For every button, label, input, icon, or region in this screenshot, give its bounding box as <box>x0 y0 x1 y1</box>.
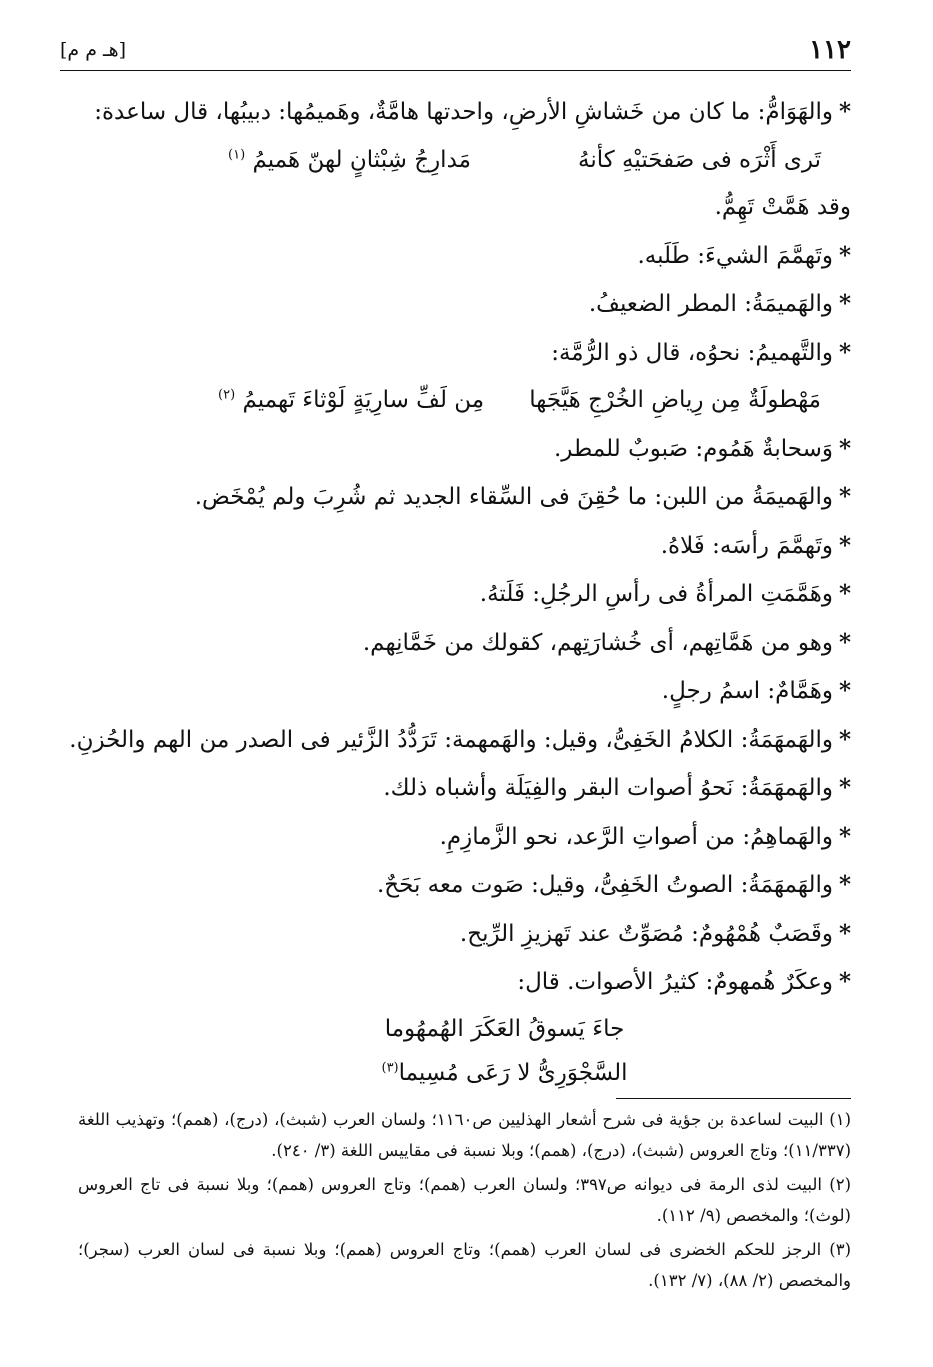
entry <box>78 329 851 378</box>
entry <box>78 522 851 571</box>
entry-marker: * <box>838 241 851 269</box>
entry <box>78 280 851 329</box>
entry <box>78 910 851 959</box>
footnote-reference: (١) <box>228 146 246 162</box>
entry <box>78 425 851 474</box>
entry-text: وتَهمَّمَ الشيءَ: طَلَبه. <box>637 242 833 269</box>
entry-marker: * <box>838 338 851 366</box>
entry <box>78 813 851 862</box>
entry-marker: * <box>838 871 851 898</box>
entry <box>78 764 851 813</box>
main-text <box>69 88 851 1095</box>
entry-marker: * <box>838 774 851 801</box>
entry-marker: * <box>838 483 851 510</box>
root-letters: [هـ م م] <box>60 39 127 61</box>
entry <box>78 861 851 910</box>
entry-text: وهَمَّمَتِ المرأةُ فى رأسِ الرجُلِ: فَلَتهُ. <box>479 581 833 607</box>
entry <box>78 473 851 522</box>
footnote-reference: (٢) <box>218 387 236 403</box>
footnote: (١) البيت لساعدة بن جؤية فى شرح أشعار الهذليين ص١١٦٠؛ ولسان العرب (شبث)، (درج)، (همم)؛ وتهذيب اللغة (١١/٣٣٧)؛ وتاج العروس (شبث)، (درج)، (همم)؛ وبلا نسبة فى مقاييس اللغة (٣/ ٢٤٠). <box>78 1110 851 1160</box>
entry <box>78 958 851 1007</box>
entry-marker: * <box>838 98 851 125</box>
entry-text: والهَميمَةُ من اللبن: ما حُقِنَ فى السِّقاء الجديد ثم شُرِبَ ولم يُمْخَض. <box>194 484 833 510</box>
verse-hemistich: مِن لَفِّ سارِيَةٍ لَوْثاءَ تَهميمُ <box>242 387 485 413</box>
verse-hemistich: مَهْطولَةٌ مِن رِياضِ الخُرْجِ هَيَّجَها <box>529 387 821 413</box>
entry-text: والهَمهَمَةُ: نَحوُ أصوات البقر والفِيَلَة وأشباه ذلك. <box>383 775 833 801</box>
entry-text: والهَماهِمُ: من أصواتِ الرَّعد، نحو الزَّمازِمِ. <box>439 823 833 850</box>
rajaz-text: السَّجْوَرِىُّ لا رَعَى مُسِيما <box>398 1059 628 1086</box>
entry <box>78 619 851 668</box>
entry-marker: * <box>838 968 851 995</box>
entry-marker: * <box>838 580 851 607</box>
entry-text: وتَهمَّمَ رأسَه: فَلاهُ. <box>660 532 833 559</box>
footnotes <box>78 1104 851 1299</box>
entry-text: وقد هَمَّتْ تَهِمُّ. <box>714 194 851 220</box>
entry-marker: * <box>838 628 851 656</box>
entry <box>78 184 851 232</box>
page-number: ١١٢ <box>809 35 851 65</box>
entry-text: وَسحابةٌ هَمُوم: صَبوبٌ للمطر. <box>553 435 833 462</box>
rajaz-line <box>78 1051 851 1095</box>
verse-hemistich: مَدارِجُ شِبْثانٍ لهنّ هَميمُ <box>252 146 471 173</box>
page-header <box>60 30 851 71</box>
entry-text: والهَميمَةُ: المطر الضعيفُ. <box>588 291 833 317</box>
entry-marker: * <box>838 531 851 559</box>
rajaz-text: جاءَ يَسوقُ العَكَرَ الهُمهُوما <box>384 1015 625 1042</box>
entry-marker: * <box>838 290 851 317</box>
verse-hemistich: تَرى أَثْرَه فى صَفحَتيْهِ كأنهُ <box>578 146 821 173</box>
footnote: (٢) البيت لذى الرمة فى ديوانه ص٣٩٧؛ ولسان العرب (همم)؛ وتاج العروس (همم)؛ وبلا نسبة فى تاج العروس (لوث)؛ والمخصص (٩/ ١١٢). <box>78 1175 851 1225</box>
entry <box>69 716 851 765</box>
entry-marker: * <box>838 434 851 462</box>
entry-text: وعكَرٌ هُمهومٌ: كثيرُ الأصوات. قال: <box>517 969 833 995</box>
rajaz-line <box>78 1007 851 1051</box>
entry <box>78 88 851 137</box>
entry-marker: * <box>838 677 851 704</box>
entry-text: والهَمهَمَةُ: الكلامُ الخَفِىُّ، وقيل: والهَمهمة: تَرَدُّدُ الزَّئير فى الصدر من الهم والحُزنِ. <box>69 726 833 753</box>
poetry-verse <box>78 377 851 425</box>
footnote-reference: (٣) <box>381 1059 399 1075</box>
entry-text: والهَوَامُّ: ما كان من خَشاشِ الأرضِ، واحدتها هامَّةٌ، وهَميمُها: دبيبُها، قال ساعدة: <box>94 99 833 125</box>
footnote-divider <box>616 1098 851 1099</box>
entry-text: والتَّهميمُ: نحوُه، قال ذو الرُّمَّة: <box>551 339 833 366</box>
entry-text: وقَصَبٌ هُمْهُومٌ: مُصَوِّتٌ عند تَهزيزِ الرِّيح. <box>459 920 833 947</box>
entry-marker: * <box>838 822 851 850</box>
entry-text: والهَمهَمَةُ: الصوتُ الخَفِىُّ، وقيل: صَوت معه بَحَحٌ. <box>376 872 833 898</box>
footnote: (٣) الرجز للحكم الخضرى فى لسان العرب (همم)؛ وتاج العروس (همم)؛ وبلا نسبة فى لسان العرب (سجر)؛ والمخصص (٢/ ٨٨)، (٧/ ١٣٢). <box>78 1240 851 1290</box>
entry-marker: * <box>838 725 851 753</box>
entry <box>78 570 851 619</box>
entry-marker: * <box>838 919 851 947</box>
poetry-verse <box>78 137 851 185</box>
entry <box>78 667 851 716</box>
entry-text: وهَمَّامٌ: اسمُ رجلٍ. <box>661 678 833 704</box>
entry <box>78 232 851 281</box>
entry-text: وهو من هَمَّاتِهم، أى خُشارَتِهم، كقولك من خَمَّانِهم. <box>362 629 833 656</box>
